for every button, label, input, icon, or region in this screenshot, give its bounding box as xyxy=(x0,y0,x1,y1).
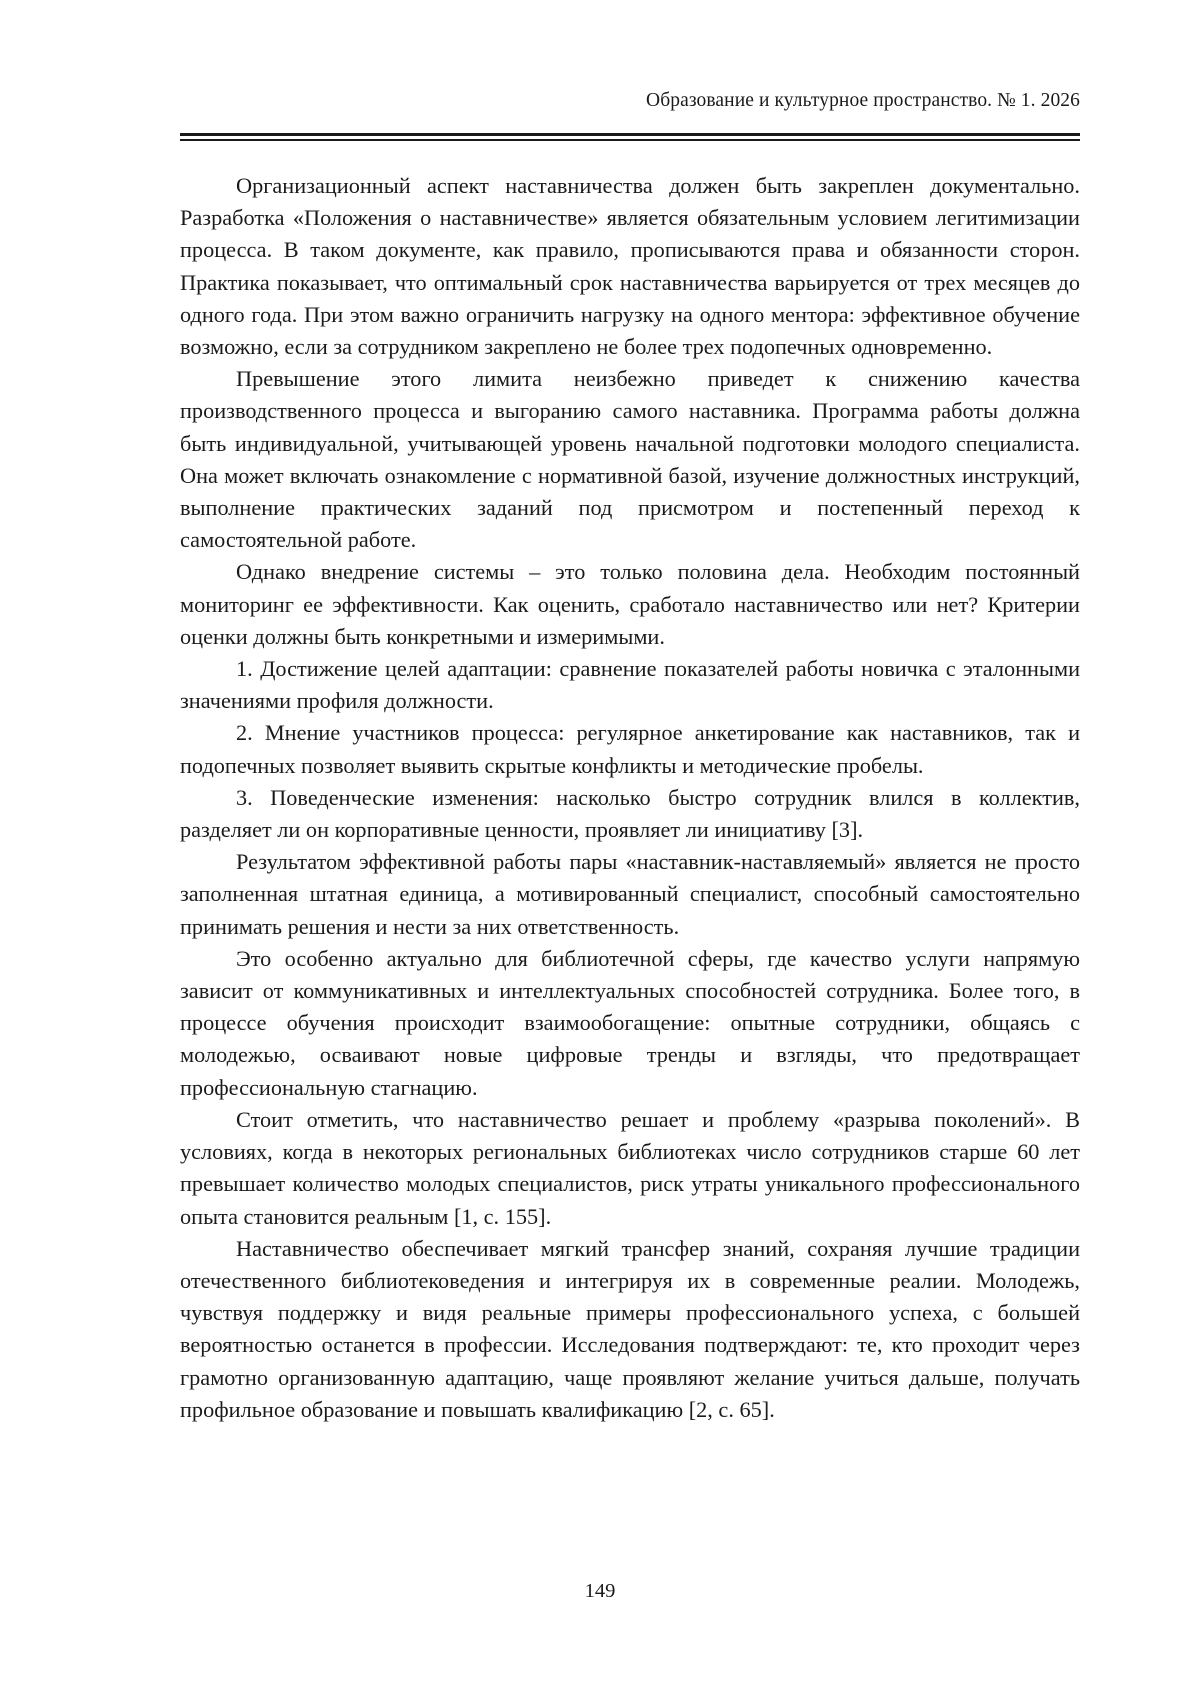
paragraph: Организационный аспект наставничества должен быть закреплен документально. Разработка «Положения о наставничестве» является обязательным условием легитимизации процесса. В таком документе, как правило, прописываются права и обязанности сторон. Практика показывает, что оптимальный срок наставничества варьируется от трех месяцев до одного года. При этом важно ограничить нагрузку на одного ментора: эффективное обучение возможно, если за сотрудником закреплено не более трех подопечных одновременно. xyxy=(180,173,1080,360)
paragraph: Однако внедрение системы – это только половина дела. Необходим постоянный мониторинг ее эффективности. Как оценить, сработало наставничество или нет? Критерии оценки должны быть конкретными и измеримыми. xyxy=(180,559,1080,649)
page-number: 149 xyxy=(584,1580,616,1602)
paragraph: Это особенно актуально для библиотечной сферы, где качество услуги напрямую зависит от коммуникативных и интеллектуальных способностей сотрудника. Более того, в процессе обучения происходит взаимообогащение: опытные сотрудники, общаясь с молодежью, осваивают новые цифровые тренды и взгляды, что предотвращает профессиональную стагнацию. xyxy=(180,945,1080,1100)
paragraph: Превышение этого лимита неизбежно приведет к снижению качества производственного процесса и выгоранию самого наставника. Программа работы должна быть индивидуальной, учитывающей уровень начальной подготовки молодого специалиста. Она может включать ознакомление с нормативной базой, изучение должностных инструкций, выполнение практических заданий под присмотром и постепенный переход к самостоятельной работе. xyxy=(180,366,1080,553)
paragraph: Стоит отметить, что наставничество решает и проблему «разрыва поколений». В условиях, когда в некоторых региональных библиотеках число сотрудников старше 60 лет превышает количество молодых специалистов, риск утраты уникального профессионального опыта становится реальным [1, с. 155]. xyxy=(180,1106,1080,1229)
list-item: 2. Мнение участников процесса: регулярное анкетирование как наставников, так и подопечных позволяет выявить скрытые конфликты и методические пробелы. xyxy=(180,720,1080,778)
header-rule-thick xyxy=(180,133,1080,136)
header-rule-thin xyxy=(180,139,1080,141)
running-title: Образование и культурное пространство. № 1. 2026 xyxy=(646,90,1080,111)
list-item: 3. Поведенческие изменения: насколько быстро сотрудник влился в коллектив, разделяет ли он корпоративные ценности, проявляет ли инициативу [3]. xyxy=(180,784,1080,843)
list-item: 1. Достижение целей адаптации: сравнение показателей работы новичка с эталонными значениями профиля должности. xyxy=(180,656,1080,714)
paragraph: Результатом эффективной работы пары «наставник-наставляемый» является не просто заполненная штатная единица, а мотивированный специалист, способный самостоятельно принимать решения и нести за них ответственность. xyxy=(180,849,1080,939)
article-body xyxy=(180,170,1080,1426)
paragraph: Наставничество обеспечивает мягкий трансфер знаний, сохраняя лучшие традиции отечественного библиотековедения и интегрируя их в современные реалии. Молодежь, чувствуя поддержку и видя реальные примеры профессионального успеха, с большей вероятностью останется в профессии. Исследования подтверждают: те, кто проходит через грамотно организованную адаптацию, чаще проявляют желание учиться дальше, получать профильное образование и повышать квалификацию [2, с. 65]. xyxy=(180,1235,1080,1422)
